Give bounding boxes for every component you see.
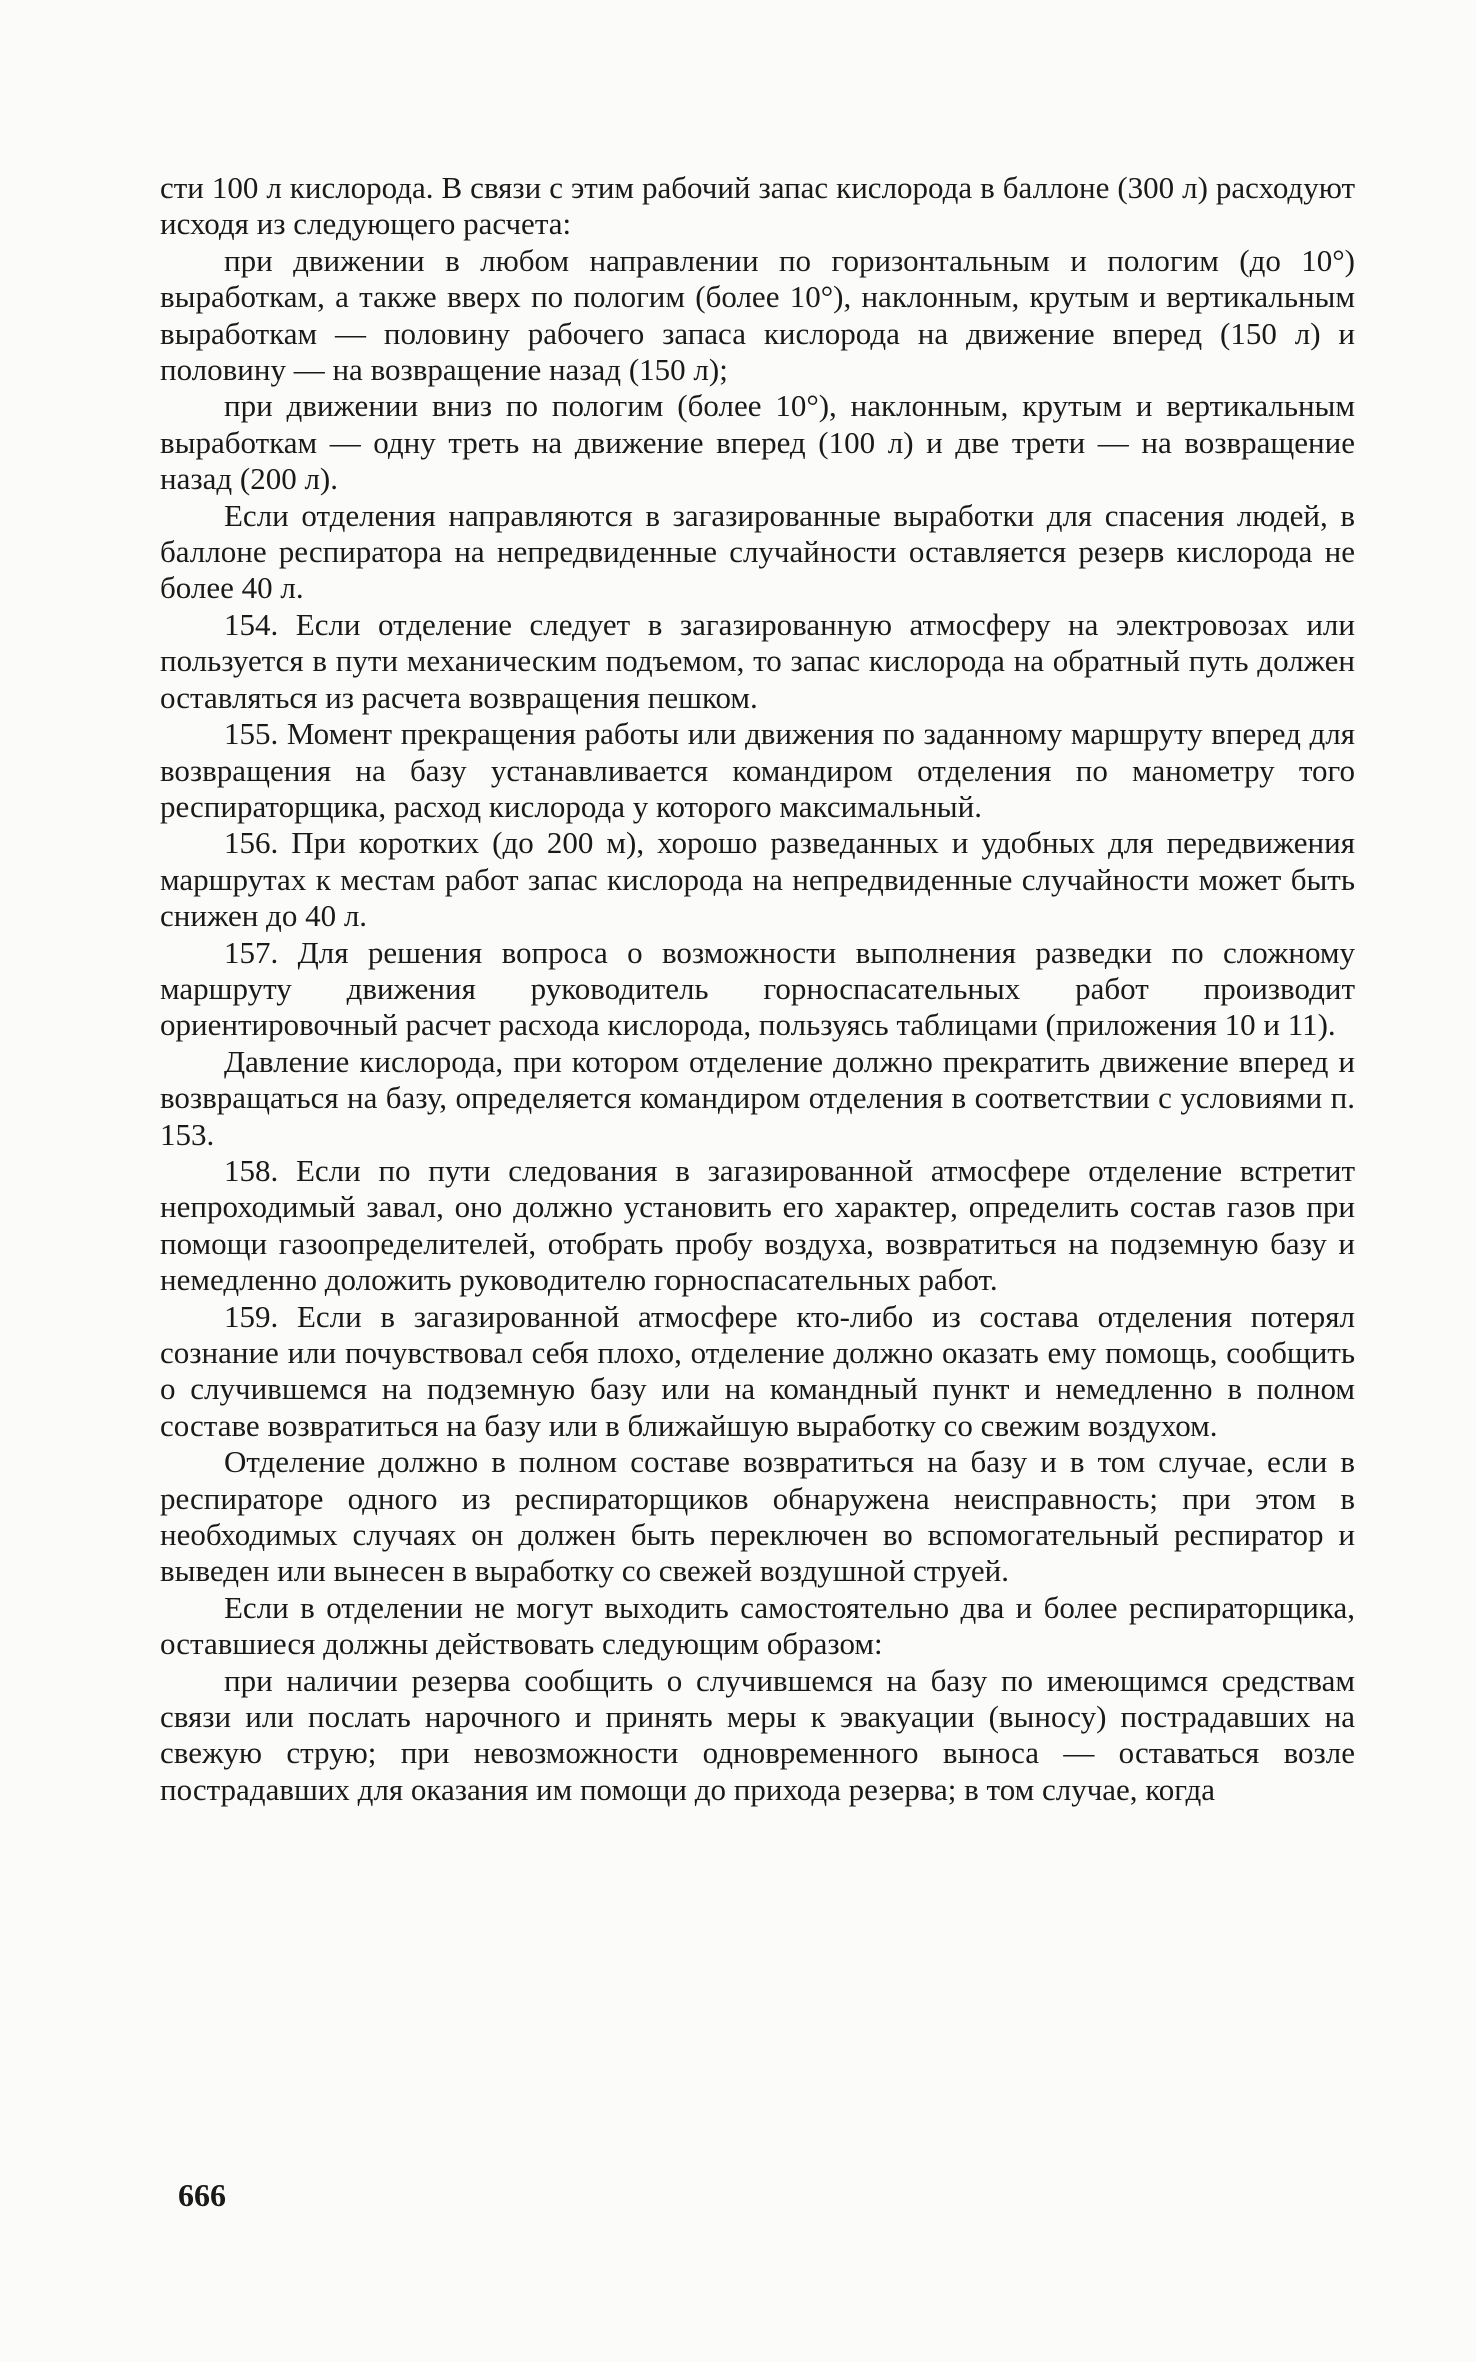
paragraph: при движении в любом направлении по горизонтальным и пологим (до 10°) выработкам, а также вверх по пологим (более 10°), наклонным, крутым и вертикальным выработкам — половину рабочего запаса кислорода на движение вперед (150 л) и половину — на возвращение назад (150 л); xyxy=(160,242,1355,388)
paragraph: 156. При коротких (до 200 м), хорошо разведанных и удобных для передвижения маршрутах к местам работ запас кислорода на непредвиденные случайности может быть снижен до 40 л. xyxy=(160,825,1355,934)
paragraph: Если отделения направляются в загазированные выработки для спасения людей, в баллоне респиратора на непредвиденные случайности оставляется резерв кислорода не более 40 л. xyxy=(160,497,1355,606)
body-text xyxy=(160,170,1355,1808)
paragraph: 155. Момент прекращения работы или движения по заданному маршруту вперед для возвращения на базу устанавливается командиром отделения по манометру того респираторщика, расход кислорода у которого максимальный. xyxy=(160,716,1355,824)
paragraph: при наличии резерва сообщить о случившемся на базу по имеющимся средствам связи или послать нарочного и принять меры к эвакуации (выносу) пострадавших на свежую струю; при невозможности одновременного выноса — оставаться возле пострадавших для оказания им помощи до прихода резерва; в том случае, когда xyxy=(160,1662,1355,1807)
paragraph: 159. Если в загазированной атмосфере кто-либо из состава отделения потерял сознание или почувствовал себя плохо, отделение должно оказать ему помощь, сообщить о случившемся на подземную базу или на командный пункт и немедленно в полном составе возвратиться на базу или в ближайшую выработку со свежим воздухом. xyxy=(160,1298,1355,1443)
paragraph: 157. Для решения вопроса о возможности выполнения разведки по сложному маршруту движения руководитель горноспасательных работ производит ориентировочный расчет расхода кислорода, пользуясь таблицами (приложения 10 и 11). xyxy=(160,934,1355,1043)
page-number: 666 xyxy=(178,2177,226,2213)
paragraph: при движении вниз по пологим (более 10°), наклонным, крутым и вертикальным выработкам — одну треть на движение вперед (100 л) и две трети — на возвращение назад (200 л). xyxy=(160,388,1355,497)
paragraph: сти 100 л кислорода. В связи с этим рабочий запас кислорода в баллоне (300 л) расходуют исходя из следующего расчета: xyxy=(160,170,1355,242)
paragraph: Если в отделении не могут выходить самостоятельно два и более респираторщика, оставшиеся должны действовать следующим образом: xyxy=(160,1589,1355,1662)
paragraph: Давление кислорода, при котором отделение должно прекратить движение вперед и возвращаться на базу, определяется командиром отделения в соответствии с условиями п. 153. xyxy=(160,1043,1355,1152)
paragraph: Отделение должно в полном составе возвратиться на базу и в том случае, если в респираторе одного из респираторщиков обнаружена неисправность; при этом в необходимых случаях он должен быть переключен во вспомогательный респиратор и выведен или вынесен в выработку со свежей воздушной струей. xyxy=(160,1444,1355,1589)
paragraph: 158. Если по пути следования в загазированной атмосфере отделение встретит непроходимый завал, оно должно установить его характер, определить состав газов при помощи газоопределителей, отобрать пробу воздуха, возвратиться на подземную базу и немедленно доложить руководителю горноспасательных работ. xyxy=(160,1152,1355,1298)
paragraph: 154. Если отделение следует в загазированную атмосферу на электровозах или пользуется в пути механическим подъемом, то запас кислорода на обратный путь должен оставляться из расчета возвращения пешком. xyxy=(160,606,1355,715)
